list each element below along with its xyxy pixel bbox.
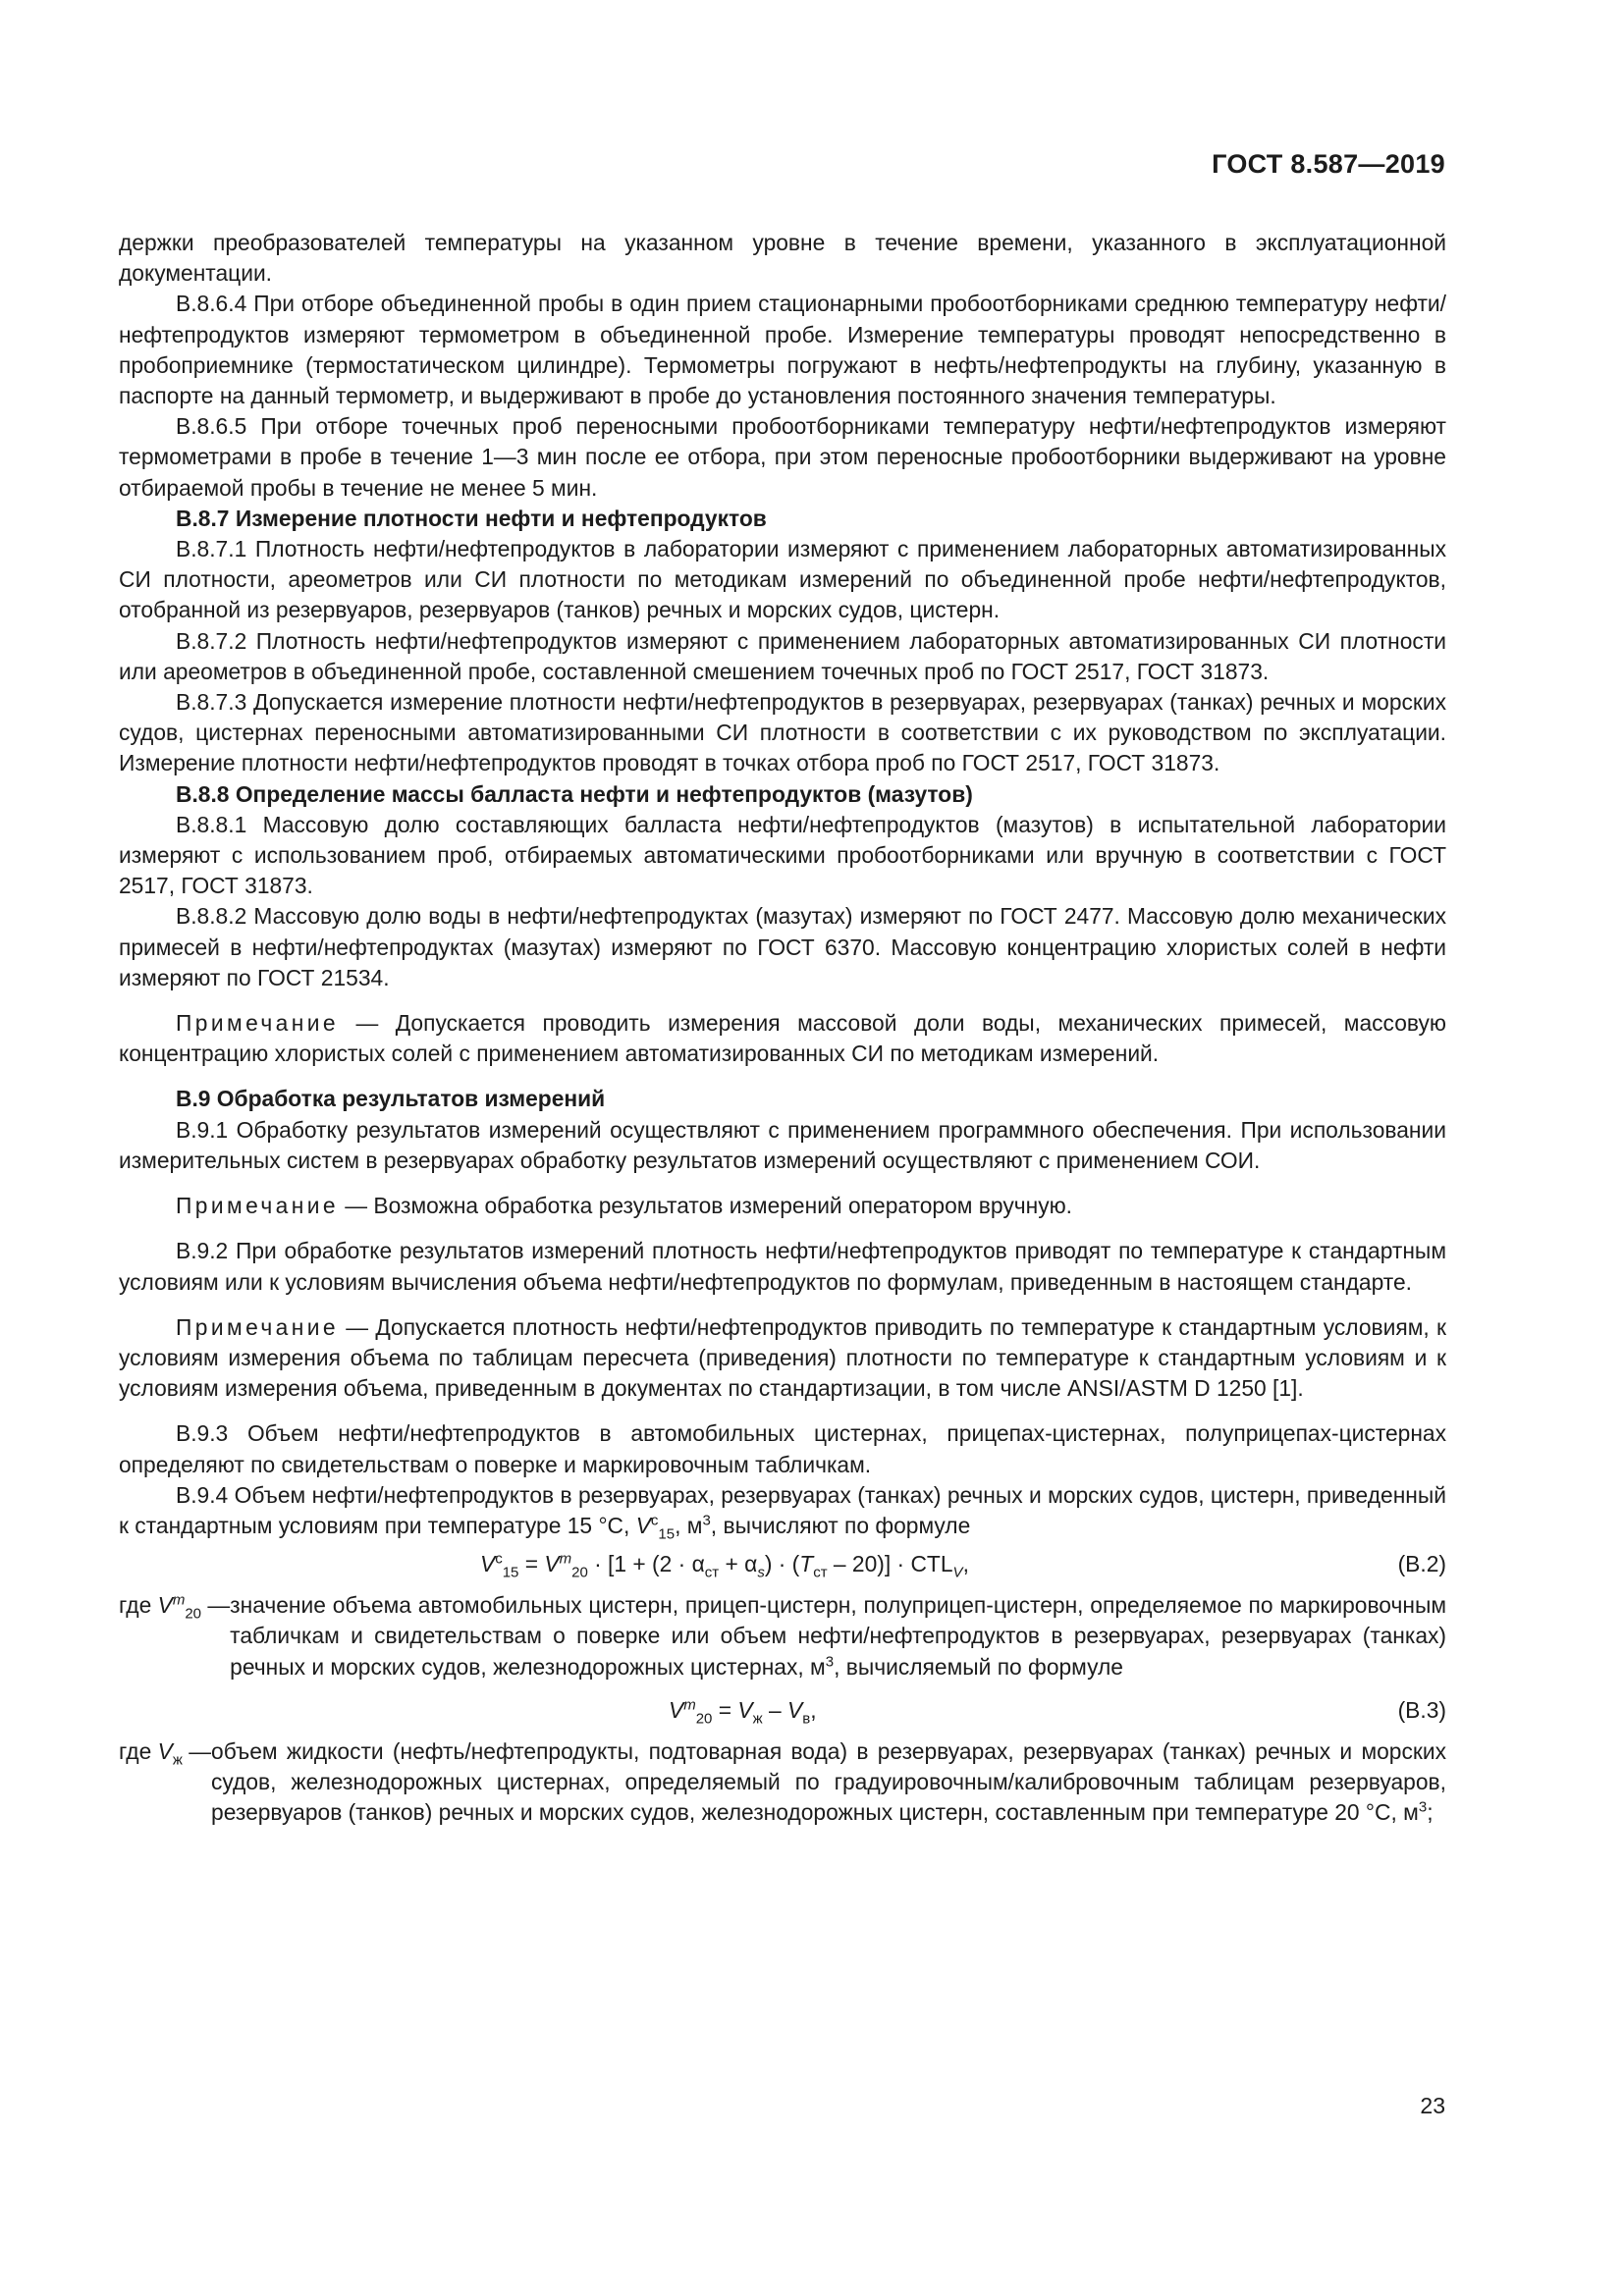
paragraph: держки преобразователей температуры на указанном уровне в течение времени, указанного в эксплуатационной документации.: [119, 230, 1446, 287]
note-text: — Возможна обработка результатов измерений оператором вручную.: [338, 1193, 1073, 1219]
note-label: Примечание: [176, 1193, 339, 1219]
document-body: [119, 228, 1446, 1828]
formula-number: (В.2): [1397, 1551, 1446, 1577]
paragraph: В.8.7.2 Плотность нефти/нефтепродуктов измеряют с применением лабораторных автоматизированных СИ плотности или ареометров в объединенной пробе, составленной смешением точечных проб по ГОСТ 2517, ГОСТ 31873.: [119, 627, 1446, 684]
definition-label: где $V_ж$ —: [119, 1737, 212, 1769]
definition-label: где $V^m_{20}$ —: [119, 1591, 231, 1623]
note: [119, 1191, 1446, 1221]
definition-text: объем жидкости (нефть/нефтепродукты, подтоварная вода) в резервуарах, резервуарах (танках) речных и морских судов, железнодорожных цистернах, определяемый по градуировочным/калибровочным таблицам резервуаров, резервуаров (танков) речных и морских судов, железнодорожных цистерн, составленным при температуре 20 °С, $м^3$;: [211, 1737, 1446, 1826]
paragraph: В.8.7.3 Допускается измерение плотности нефти/нефтепродуктов в резервуарах, резервуарах (танках) речных и морских судов, цистернах переносными автоматизированными СИ плотности в соответствии с их руководством по эксплуатации. Измерение плотности нефти/нефтепродуктов проводят в точках отбора проб по ГОСТ 2517, ГОСТ 31873.: [119, 689, 1446, 776]
definition-item: [119, 1590, 1446, 1682]
section-heading: В.9 Обработка результатов измерений: [176, 1086, 606, 1112]
formula-b2: [119, 1544, 1446, 1583]
paragraph: В.9.2 При обработке результатов измерений плотность нефти/нефтепродуктов приводят по температуре к стандартным условиям или к условиям вычисления объема нефти/нефтепродуктов по формулам, приведенным в настоящем стандарте.: [119, 1238, 1446, 1295]
note-label: Примечание: [176, 1313, 339, 1340]
paragraph: В.9.1 Обработку результатов измерений осуществляют с применением программного обеспечения. При использовании измерительных систем в резервуарах обработку результатов измерений осуществляют с применением СОИ.: [119, 1116, 1446, 1173]
note-text: — Допускается проводить измерения массовой доли воды, механических примесей, массовую концентрацию хлористых солей с применением автоматизированных СИ по методикам измерений.: [119, 1010, 1446, 1067]
note-label: Примечание: [176, 1010, 339, 1037]
formula-b3-expression: $V^m_{20} = V_ж - V_в$,: [669, 1696, 817, 1728]
paragraph: В.8.8.1 Массовую долю составляющих балласта нефти/нефтепродуктов (мазутов) в испытательной лаборатории измеряют с использованием проб, отбираемых автоматическими пробоотборниками или вручную в соответствии с ГОСТ 2517, ГОСТ 31873.: [119, 811, 1446, 899]
paragraph: В.8.6.4 При отборе объединенной пробы в один прием стационарными пробоотборниками среднюю температуру нефти/нефтепродуктов измеряют термометром в объединенной пробе. Измерение температуры проводят непосредственно в пробоприемнике (термостатическом цилиндре). Термометры погружают в нефть/нефтепродукты на глубину, указанную в паспорте на данный термометр, и выдерживают в пробе до установления постоянного значения температуры.: [119, 291, 1446, 409]
definition-text: значение объема автомобильных цистерн, прицеп-цистерн, полуприцеп-цистерн, определяемое по маркировочным табличкам и свидетельствам о поверке или объем нефти/нефтепродуктов в резервуарах, резервуарах (танках) речных и морских судов, железнодорожных цистернах, $м^3$, вычисляемый по формуле: [230, 1592, 1446, 1680]
definition-item: [119, 1736, 1446, 1829]
note: [119, 1312, 1446, 1405]
section-heading: В.8.7 Измерение плотности нефти и нефтепродуктов: [176, 505, 767, 531]
formula-number: (В.3): [1397, 1696, 1446, 1723]
section-heading: В.8.8 Определение массы балласта нефти и нефтепродуктов (мазутов): [176, 780, 973, 807]
formula-b3: [119, 1690, 1446, 1730]
note: [119, 1008, 1446, 1069]
formula-b2-expression: $V^с_{15} = V^m_{20} \cdot [1 + (2 \cdot \alpha_{ст} + \alpha_s) \cdot (T_{ст} - 20)] \cdot CTL_V$,: [480, 1550, 969, 1581]
paragraph: В.9.3 Объем нефти/нефтепродуктов в автомобильных цистернах, прицепах-цистернах, полуприцепах-цистернах определяют по свидетельствам о поверке и маркировочным табличкам.: [119, 1420, 1446, 1477]
document-header: ГОСТ 8.587—2019: [1212, 149, 1445, 179]
paragraph: В.8.8.2 Массовую долю воды в нефти/нефтепродуктах (мазутах) измеряют по ГОСТ 2477. Массовую долю механических примесей в нефти/нефтепродуктах (мазутах) измеряют по ГОСТ 6370. Массовую концентрацию хлористых солей в нефти измеряют по ГОСТ 21534.: [119, 903, 1446, 990]
page-number: 23: [1420, 2093, 1445, 2118]
math-v15: V: [635, 1512, 651, 1538]
paragraph: В.8.7.1 Плотность нефти/нефтепродуктов в лаборатории измеряют с применением лабораторных автоматизированных СИ плотности, ареометров или СИ плотности по методикам измерений по объединенной пробе нефти/нефтепродуктов, отобранной из резервуаров, резервуаров (танков) речных и морских судов, цистерн.: [119, 536, 1446, 623]
paragraph: В.8.6.5 При отборе точечных проб переносными пробоотборниками температуру нефти/нефтепродуктов измеряют термометрами в пробе в течение 1—3 мин после ее отбора, при этом переносные пробоотборники выдерживают на уровне отбираемой пробы в течение не менее 5 мин.: [119, 413, 1446, 501]
paragraph: В.9.4 Объем нефти/нефтепродуктов в резервуарах, резервуарах (танках) речных и морских судов, цистерн, приведенный к стандартным условиям при температуре 15 °С, $V^с_{15}$, $м^3$, вычисляют по формуле: [119, 1481, 1446, 1543]
note-text: — Допускается плотность нефти/нефтепродуктов приводить по температуре к стандартным условиям, к условиям измерения объема по таблицам пересчета (приведения) плотности по температуре к стандартным условиям и к условиям измерения объема, приведенным в документах по стандартизации, в том числе ANSI/ASTM D 1250 [1].: [119, 1313, 1446, 1402]
